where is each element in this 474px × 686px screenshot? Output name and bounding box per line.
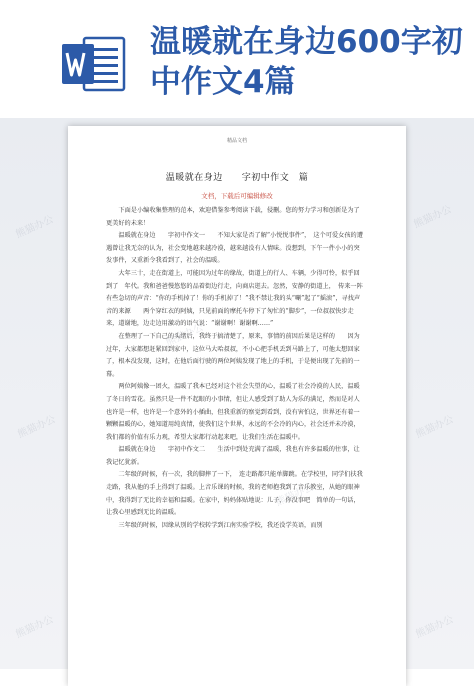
- header-tag: 精品文档: [226, 138, 247, 144]
- paragraph: 二年级的时候，有一次，我的脚摔了一下， 连走路都只能单脚跳。在学校里，同学们扶我走路，我从他的手上得到了温暖。上音乐课的时候，我的老师抱我到了音乐教室，从她的眼神中，我得到了无比的幸福和温暖。在家中，妈妈体贴地说：儿子，你没事吧 简单的一句话，让我心里感到无比的温暖。: [106, 471, 363, 517]
- banner-title: 温暖就在身边600字初中作文4篇: [150, 24, 463, 100]
- watermark: 熊猫办公: [414, 614, 456, 641]
- watermark: 熊猫办公: [274, 482, 316, 509]
- watermark: 熊猫办公: [14, 614, 56, 641]
- watermark: 熊猫办公: [164, 322, 206, 349]
- paragraph: 三年级的时候，因缘从别的学校转学到江南实验学校，我还没学英语，而别: [118, 521, 323, 529]
- paragraph: 在整理了一下自己的头绪后，我终于搞清楚了，原来，事情的前因后果是这样的 因为过年，大家都想赶紧回到家中，这位马大哈叔叔，不小心把手机丢到马路上了，可他太想回家了，根本没发现，这时，在他后面行驶的两位阿姨发现了地上的手机，于是便出现了先前的一幕。: [106, 332, 360, 378]
- document-body: [106, 205, 364, 532]
- edit-note: 文档，下载后可编辑修改: [201, 192, 273, 200]
- paragraph: 两位阿姨像一团火，温暖了我本已经对这个社会失望的心，温暖了社会冷漠的人民，温暖了冬日的雪花。虽然只是一件不起眼的小事情，但让人感受到了助人为乐的满足，然而是对人也许是一样，也许是一个意外的小插曲，但我重新的察觉到看到，没有害怕这，世界还有着一颗颗温暖的心，她知道用纯真情，使我们这个世界，永远的不会冷的内心，社会还并未冷漠，我们都的价值有乐力观，希望大家都行动起来吧，让我们生活在温暖中。: [106, 383, 360, 441]
- word-document-icon: [62, 34, 126, 94]
- paragraph: 温暖就在身边 字初中作文一 不知大家是否了解“小悦悦事件”， 这个可爱女孩的遭遇曾让我无奈的认为，社会变地越来越冷漠，越来越没有人情味。没想到，下午一件小小的突发事件，又重新令我看到了，社会的温暖。: [106, 232, 363, 265]
- paragraph: 大年三十，走在街道上，可能因为过年的缘故，街道上的行人、车辆，少得可怜，似乎回到了 年代。我和爸爸慢悠悠的品着街边行走，向商店逛去。忽然，安静的街道上， 传来一阵有些急切的声音：“你的手机掉了！你的手机掉了！”我不禁让我的头“唰”起了“摇滚”，寻找声音的来源 两个穿红衣的阿姨，只见前面的摩托车停下了匆忙的“脚步”，一位叔叔快步走来，道谢地，边走边用激动的语气说：“谢谢啊！谢谢啊……”: [106, 269, 363, 328]
- banner: [0, 0, 474, 118]
- paragraph: 温暖就在身边 字初中作文二 生活中到处充满了温暖，我也有许多温暖的往事，让我记忆犹新。: [106, 446, 360, 466]
- document-title: 温暖就在身边 字初中作文 篇: [165, 173, 309, 183]
- watermark: 熊猫办公: [414, 414, 456, 441]
- document-page: [68, 126, 406, 686]
- paragraph: 下面是小编收集整理的范本，欢迎借鉴参考阅读下载，侵删。您的努力学习和创新是为了更美好的未来！: [106, 207, 360, 227]
- watermark: 熊猫办公: [412, 204, 454, 231]
- watermark: 熊猫办公: [16, 414, 58, 441]
- watermark: 熊猫办公: [14, 214, 56, 241]
